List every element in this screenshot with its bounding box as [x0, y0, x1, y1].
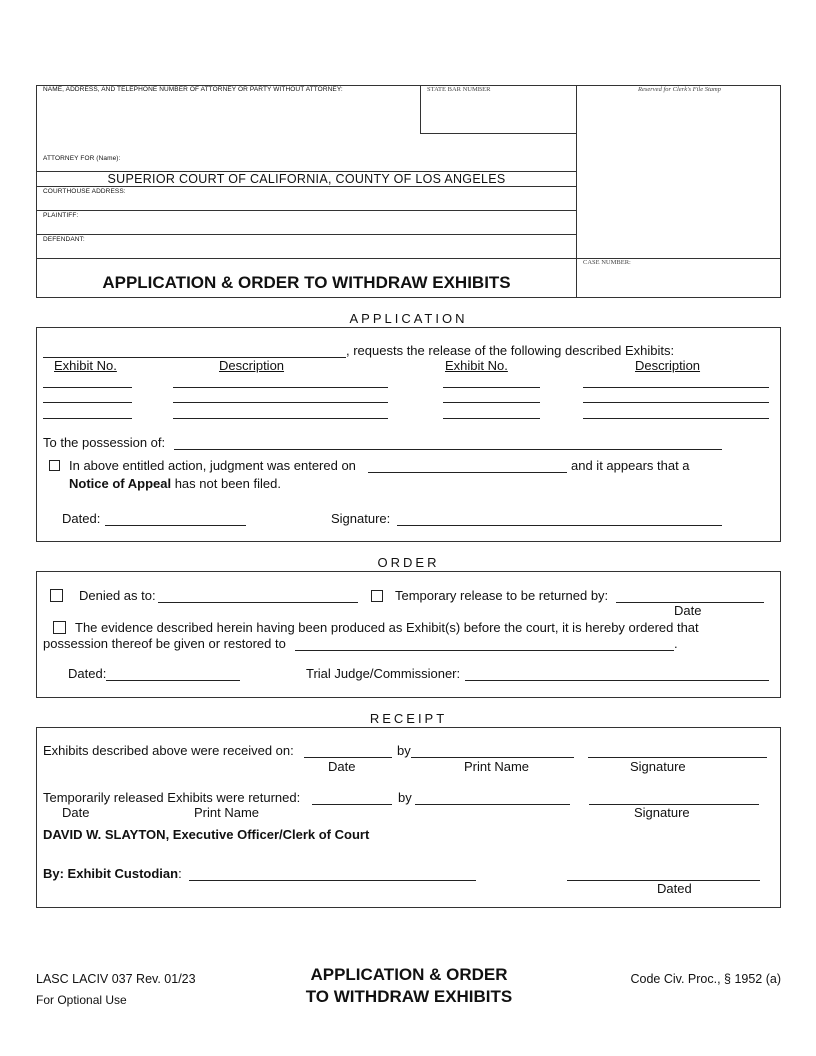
description-field[interactable] — [173, 418, 388, 419]
notice-of-appeal-line — [69, 476, 281, 491]
evidence-text-1: The evidence described herein having been produced as Exhibit(s) before the court, it is hereby ordered that — [75, 620, 699, 635]
denied-label: Denied as to: — [79, 588, 156, 603]
judgment-checkbox[interactable] — [49, 460, 60, 471]
description-field[interactable] — [173, 402, 388, 403]
defendant-label: DEFENDANT: — [43, 236, 85, 243]
evidence-text-2: possession thereof be given or restored to — [43, 636, 286, 651]
clerk-stamp-label: Reserved for Clerk's File Stamp — [638, 86, 721, 93]
judge-signature-field[interactable] — [465, 680, 769, 681]
application-section-title: APPLICATION — [349, 311, 468, 326]
footer-title-line-1: APPLICATION & ORDER — [310, 965, 508, 984]
officer-name: DAVID W. SLAYTON — [43, 827, 166, 842]
courthouse-label: COURTHOUSE ADDRESS: — [43, 188, 126, 195]
possession-field[interactable] — [174, 449, 722, 450]
order-dated-label: Dated: — [68, 666, 107, 681]
attorney-info-field[interactable] — [37, 96, 419, 148]
received-by-label: by — [397, 743, 411, 758]
form-title: APPLICATION & ORDER TO WITHDRAW EXHIBITS — [102, 273, 511, 292]
received-signature-caption: Signature — [630, 759, 686, 774]
notice-of-appeal-text: Notice of Appeal — [69, 476, 172, 491]
denied-field[interactable] — [158, 602, 358, 603]
col-description-1: Description — [219, 358, 285, 373]
returned-print-name-field[interactable] — [415, 804, 570, 805]
evidence-checkbox[interactable] — [53, 621, 66, 634]
received-date-caption: Date — [328, 759, 356, 774]
exhibit-no-field[interactable] — [43, 418, 132, 419]
judgment-text-1: In above entitled action, judgment was entered on — [69, 458, 356, 473]
received-date-field[interactable] — [304, 757, 392, 758]
order-dated-field[interactable] — [106, 680, 240, 681]
plaintiff-rule — [36, 234, 577, 235]
received-signature-field[interactable] — [588, 757, 767, 758]
returned-signature-caption: Signature — [634, 805, 690, 820]
returned-date-field[interactable] — [312, 804, 392, 805]
app-dated-label: Dated: — [62, 511, 101, 526]
description-field[interactable] — [583, 387, 769, 388]
custodian-dated-caption: Dated — [657, 881, 692, 896]
exhibit-no-field[interactable] — [43, 402, 132, 403]
courthouse-field[interactable] — [37, 196, 575, 209]
evidence-period: . — [674, 636, 678, 651]
title-rule — [36, 258, 781, 259]
exhibit-no-field[interactable] — [443, 418, 540, 419]
received-label: Exhibits described above were received on: — [43, 743, 294, 758]
temp-release-label: Temporary release to be returned by: — [395, 588, 609, 603]
case-number-field[interactable] — [578, 268, 780, 296]
court-bottom-rule — [36, 186, 577, 187]
restored-to-field[interactable] — [295, 650, 674, 651]
state-bar-field[interactable] — [421, 96, 575, 132]
court-name: SUPERIOR COURT OF CALIFORNIA, COUNTY OF LOS ANGELES — [107, 172, 506, 186]
received-print-name-field[interactable] — [411, 757, 574, 758]
description-field[interactable] — [173, 387, 388, 388]
exhibit-no-field[interactable] — [443, 387, 540, 388]
app-dated-field[interactable] — [105, 525, 246, 526]
possession-label: To the possession of: — [43, 435, 166, 450]
form-code: LASC LACIV 037 Rev. 01/23 — [36, 972, 196, 986]
temp-release-checkbox[interactable] — [371, 590, 383, 602]
officer-title: , Executive Officer/Clerk of Court — [165, 827, 370, 842]
custodian-line — [43, 866, 182, 881]
optional-use: For Optional Use — [36, 993, 127, 1007]
description-field[interactable] — [583, 418, 769, 419]
defendant-field[interactable] — [37, 244, 575, 257]
code-reference: Code Civ. Proc., § 1952 (a) — [630, 972, 781, 986]
state-bar-label: STATE BAR NUMBER — [427, 86, 491, 93]
plaintiff-field[interactable] — [37, 220, 575, 233]
returned-by-label: by — [398, 790, 412, 805]
exhibit-no-field[interactable] — [443, 402, 540, 403]
col-exhibit-no-1: Exhibit No. — [54, 358, 117, 373]
col-exhibit-no-2: Exhibit No. — [445, 358, 508, 373]
app-signature-label: Signature: — [331, 511, 391, 526]
clerk-officer-line — [43, 827, 369, 842]
description-field[interactable] — [583, 402, 769, 403]
judgment-date-field[interactable] — [368, 472, 567, 473]
judgment-text-2: and it appears that a — [571, 458, 690, 473]
attorney-for-field[interactable] — [115, 152, 570, 166]
returned-date-caption: Date — [62, 805, 90, 820]
footer-title-line-2: TO WITHDRAW EXHIBITS — [305, 987, 513, 1006]
judge-label: Trial Judge/Commissioner: — [306, 666, 461, 681]
clerk-stamp-area — [578, 96, 780, 256]
courthouse-rule — [36, 210, 577, 211]
denied-checkbox[interactable] — [50, 589, 63, 602]
attorney-for-label: ATTORNEY FOR (Name): — [43, 155, 121, 162]
attorney-label: NAME, ADDRESS, AND TELEPHONE NUMBER OF ATTORNEY OR PARTY WITHOUT ATTORNEY: — [43, 86, 343, 93]
case-number-label: CASE NUMBER: — [583, 259, 631, 266]
exhibit-no-field[interactable] — [43, 387, 132, 388]
app-signature-field[interactable] — [397, 525, 722, 526]
requests-text: , requests the release of the following described Exhibits: — [346, 343, 675, 358]
custodian-label: By: Exhibit Custodian — [43, 866, 179, 881]
temp-release-date-caption: Date — [674, 603, 702, 618]
returned-label: Temporarily released Exhibits were returned: — [43, 790, 301, 805]
custodian-colon: : — [178, 866, 182, 881]
returned-print-name-caption: Print Name — [194, 805, 260, 820]
col-description-2: Description — [635, 358, 701, 373]
receipt-section-title: RECEIPT — [369, 711, 448, 726]
received-print-name-caption: Print Name — [464, 759, 530, 774]
custodian-field[interactable] — [189, 880, 476, 881]
plaintiff-label: PLAINTIFF: — [43, 212, 79, 219]
notice-rest-text: has not been filed. — [171, 476, 281, 491]
order-section-title: ORDER — [377, 555, 440, 570]
